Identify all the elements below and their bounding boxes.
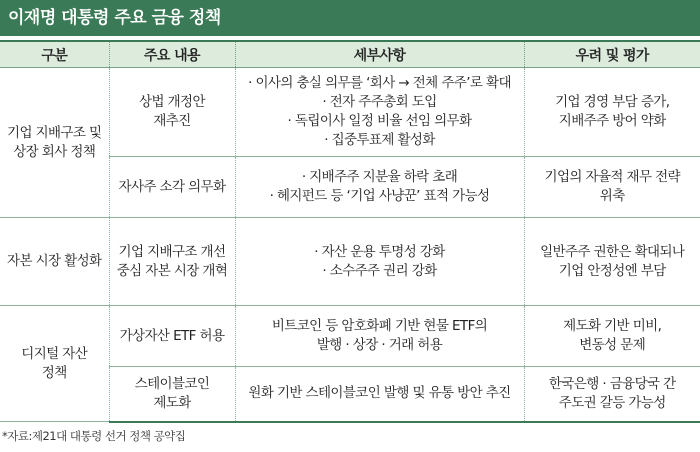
header-evaluation: 우려 및 평가 xyxy=(524,41,700,68)
category-cell: 기업 지배구조 및 상장 회사 정책 xyxy=(0,68,109,218)
content-cell: 가상자산 ETF 허용 xyxy=(109,306,235,367)
content-cell: 자사주 소각 의무화 xyxy=(109,157,235,218)
details-cell: 원화 기반 스테이블코인 발행 및 유통 방안 추진 xyxy=(235,367,524,422)
details-cell: · 자산 운용 투명성 강화 · 소수주주 권리 강화 xyxy=(235,218,524,306)
header-content: 주요 내용 xyxy=(109,41,235,68)
table-row xyxy=(0,218,700,306)
table-header-row xyxy=(0,41,700,68)
category-cell: 자본 시장 활성화 xyxy=(0,218,109,306)
evaluation-cell: 일반주주 권한은 확대되나 기업 안정성엔 부담 xyxy=(524,218,700,306)
details-cell: · 지배주주 지분율 하락 초래 · 헤지펀드 등 ‘기업 사냥꾼’ 표적 가능성 xyxy=(235,157,524,218)
content-cell: 기업 지배구조 개선 중심 자본 시장 개혁 xyxy=(109,218,235,306)
evaluation-cell: 제도화 기반 미비, 변동성 문제 xyxy=(524,306,700,367)
table-row xyxy=(0,306,700,367)
header-details: 세부사항 xyxy=(235,41,524,68)
header-category: 구분 xyxy=(0,41,109,68)
source-note: *자료:제21대 대통령 선거 정책 공약집 xyxy=(2,429,186,443)
evaluation-cell: 한국은행 · 금융당국 간 주도권 갈등 가능성 xyxy=(524,367,700,422)
policy-table xyxy=(0,40,700,423)
content-cell: 상법 개정안 재추진 xyxy=(109,68,235,157)
evaluation-cell: 기업의 자율적 재무 전략 위축 xyxy=(524,157,700,218)
details-cell: 비트코인 등 암호화폐 기반 현물 ETF의 발행 · 상장 · 거래 허용 xyxy=(235,306,524,367)
details-cell: · 이사의 충실 의무를 ‘회사 → 전체 주주’로 확대 · 전자 주주총회 도입 · 독립이사 일정 비율 선임 의무화 · 집중투표제 활성화 xyxy=(235,68,524,157)
category-cell: 디지털 자산 정책 xyxy=(0,306,109,422)
content-cell: 스테이블코인 제도화 xyxy=(109,367,235,422)
evaluation-cell: 기업 경영 부담 증가, 지배주주 방어 약화 xyxy=(524,68,700,157)
page-title: 이재명 대통령 주요 금융 정책 xyxy=(0,0,700,36)
table-row xyxy=(0,68,700,157)
